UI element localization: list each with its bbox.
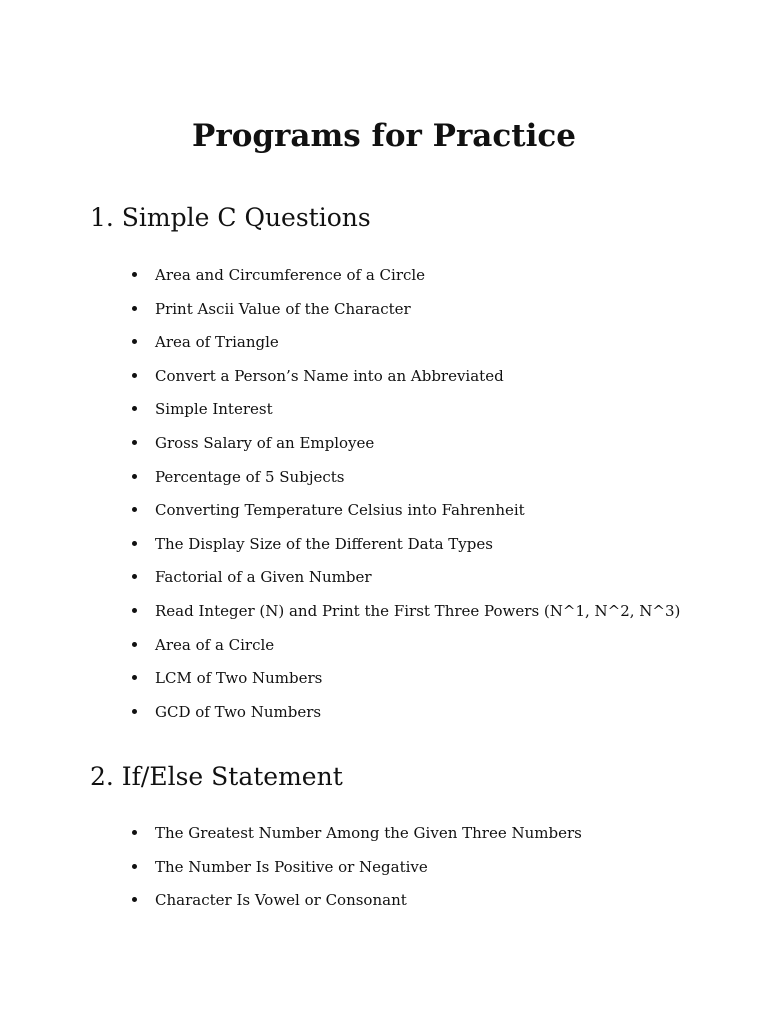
bullet-icon <box>132 675 137 680</box>
list-item-text: Simple Interest <box>155 400 273 419</box>
list-item-text: Area of Triangle <box>155 333 279 352</box>
list-item-text: The Display Size of the Different Data Types <box>155 534 493 553</box>
list-item-text: Percentage of 5 Subjects <box>155 467 345 486</box>
page-title: Programs for Practice <box>192 118 576 154</box>
list-item-text: Converting Temperature Celsius into Fahrenheit <box>155 501 525 520</box>
section-heading-simple-c: 1. Simple C Questions <box>90 203 371 232</box>
list-item-text: Convert a Person’s Name into an Abbreviated <box>155 366 504 385</box>
bullet-icon <box>132 897 137 902</box>
bullet-icon <box>132 272 137 277</box>
bullet-icon <box>132 507 137 512</box>
bullet-icon <box>132 373 137 378</box>
bullet-icon <box>132 474 137 479</box>
list-item-text: Gross Salary of an Employee <box>155 433 375 452</box>
bullet-icon <box>132 541 137 546</box>
list-item-text: Area and Circumference of a Circle <box>155 266 426 284</box>
list-item-text: Factorial of a Given Number <box>155 568 372 587</box>
bullet-icon <box>132 608 137 613</box>
bullet-icon <box>132 709 137 714</box>
list-item-text: Area of a Circle <box>155 635 275 654</box>
list-item-text: GCD of Two Numbers <box>155 702 322 721</box>
bullet-icon <box>132 864 137 869</box>
list-item-text: Print Ascii Value of the Character <box>155 299 411 318</box>
list-item-text: The Number Is Positive or Negative <box>155 857 428 876</box>
section-heading-if-else: 2. If/Else Statement <box>90 762 343 791</box>
bullet-icon <box>132 339 137 344</box>
list-item-text: LCM of Two Numbers <box>155 669 323 688</box>
list-item-text: Read Integer (N) and Print the First Three Powers (N^1, N^2, N^3) <box>155 601 681 620</box>
list-item-text: The Greatest Number Among the Given Three Numbers <box>155 824 582 842</box>
bullet-icon <box>132 642 137 647</box>
bullet-icon <box>132 574 137 579</box>
bullet-icon <box>132 406 137 411</box>
bullet-icon <box>132 306 137 311</box>
bullet-icon <box>132 830 137 835</box>
bullet-icon <box>132 440 137 445</box>
list-item-text: Character Is Vowel or Consonant <box>155 891 407 910</box>
